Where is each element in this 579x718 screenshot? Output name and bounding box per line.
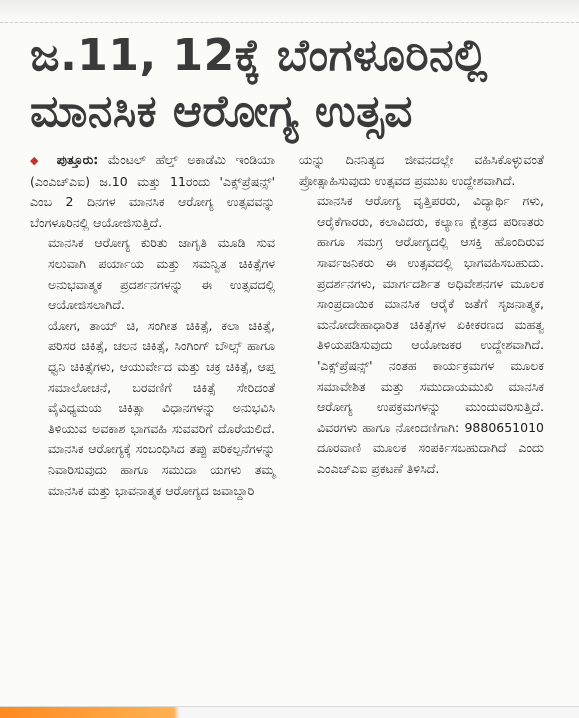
bottom-accent-bar <box>0 706 579 718</box>
paragraph-1 <box>30 150 275 233</box>
top-paper-strip <box>0 0 579 23</box>
dateline: ಪುತ್ತೂರು: <box>56 152 99 167</box>
paragraph-2: ಮಾನಸಿಕ ಆರೋಗ್ಯ ಕುರಿತು ಜಾಗೃತಿ ಮೂಡಿ ಸುವ ಸಲುವಾಗಿ ಪರ್ಯಾಯ ಮತ್ತು ಸಮನ್ವಿತ ಚಿಕಿತ್ಸೆಗಳ ಅನುಭವಾತ್ಮಕ ಪ್ರದರ್ಶನಗಳನ್ನು ಈ ಉತ್ಸವದಲ್ಲಿ ಆಯೋಜಿಸಲಾಗಿದೆ. <box>48 235 275 313</box>
headline-line-2: ಮಾನಸಿಕ ಆರೋಗ್ಯ ಉತ್ಸವ <box>30 86 413 137</box>
article-body <box>30 150 544 710</box>
paragraph-5: ಮಾನಸಿಕ ಆರೋಗ್ಯ ವೃತ್ತಿಪರರು, ವಿದ್ಯಾರ್ಥಿ ಗಳು, ಆರೈಕೆಗಾರರು, ಕಲಾವಿದರು, ಕಲ್ಯಾಣ ಕ್ಷೇತ್ರದ ಪರಿಣತರು ಹಾಗೂ ಸಮಗ್ರ ಆರೋಗ್ಯದಲ್ಲಿ ಆಸಕ್ತಿ ಹೊಂದಿರುವ ಸಾರ್ವಜನಿಕರು ಈ ಉತ್ಸವದಲ್ಲಿ ಭಾಗವಹಿಸಬಹುದು. ಪ್ರದರ್ಶನಗಳು, ಮಾರ್ಗದರ್ಶಿತ ಅಧಿವೇಶನಗಳ ಮೂಲಕ ಸಾಂಪ್ರದಾಯಿಕ ಮಾನಸಿಕ ಆರೈಕೆ ಜತೆಗೆ ಸೃಜನಾತ್ಮಕ, ಮನೋದೇಹಾಧಾರಿತ ಚಿಕಿತ್ಸೆಗಳ ಏಕೀಕರಣದ ಮಹತ್ವ ತಿಳಿಯಪಡಿಸುವುದು ಆಯೋಜಕರ ಉದ್ದೇಶವಾಗಿದೆ. 'ಎಕ್ಸ್‌ಪ್ರೆಷನ್ಸ್' ನಂತಹ ಕಾರ್ಯಕ್ರಮಗಳ ಮೂಲಕ ಸಮಾವೇಶಿತ ಮತ್ತು ಸಮುದಾಯಮುಖಿ ಮಾನಸಿಕ ಆರೋಗ್ಯ ಉಪಕ್ರಮಗಳನ್ನು ಮುಂದುವರಿಸುತ್ತಿದೆ. ವಿವರಗಳು ಹಾಗೂ ನೋಂದಣಿಗಾಗಿ: 9880651010 ದೂರವಾಣಿ ಮೂಲಕ ಸಂಪರ್ಕಿಸಬಹುದಾಗಿದೆ ಎಂದು ಎಂಎಚ್ಎಐ ಪ್ರಕಟಣೆ ತಿಳಿಸಿದೆ. <box>317 193 544 476</box>
article-headline <box>30 28 570 140</box>
article-column-2 <box>299 150 544 710</box>
bullet-marker-icon: ◆ <box>30 154 45 167</box>
paragraph-4: ಯನ್ನು ದಿನನಿತ್ಯದ ಜೀವನದಲ್ಲೇ ವಹಿಸಿಕೊಳ್ಳುವಂತೆ ಪ್ರೋತ್ಸಾಹಿಸುವುದು ಉತ್ಸವದ ಪ್ರಮುಖ ಉದ್ದೇಶವಾಗಿದೆ. <box>299 152 544 188</box>
article-column-1 <box>30 150 275 710</box>
lead-text: ಮೆಂಟಲ್ ಹೆಲ್ತ್ ಅಕಾಡೆಮಿ ಇಂಡಿಯಾ (ಎಂಎಚ್‌ಎಐ) ಜ.10 ಮತ್ತು 11ರಂದು 'ಎಕ್ಸ್‌ಪ್ರೆಷನ್ಸ್' ಎಂಬ 2 ದಿನಗಳ ಮಾನಸಿಕ ಆರೋಗ್ಯ ಉತ್ಸವವನ್ನು ಬೆಂಗಳೂರಿನಲ್ಲಿ ಆಯೋಜಿಸುತ್ತಿದೆ. <box>30 152 275 230</box>
paragraph-3: ಯೋಗ, ತಾಯ್ ಚಿ, ಸಂಗೀತ ಚಿಕಿತ್ಸೆ, ಕಲಾ ಚಿಕಿತ್ಸೆ, ಪರಿಸರ ಚಿಕಿತ್ಸೆ, ಚಲನ ಚಿಕಿತ್ಸೆ, ಸಿಂಗಿಂಗ್ ಬೌಲ್ಸ್ ಹಾಗೂ ಧ್ವನಿ ಚಿಕಿತ್ಸೆಗಳು, ಆಯುರ್ವೇದ ಮತ್ತು ಚಕ್ರ ಚಿಕಿತ್ಸೆ, ಆಪ್ತ ಸಮಾಲೋಚನೆ, ಬರವಣಿಗೆ ಚಿಕಿತ್ಸೆ ಸೇರಿದಂತೆ ವೈವಿಧ್ಯಮಯ ಚಿಕಿತ್ಸಾ ವಿಧಾನಗಳನ್ನು ಅನುಭವಿಸಿ ತಿಳಿಯುವ ಅವಕಾಶ ಭಾಗವಹಿ ಸುವವರಿಗೆ ದೊರೆಯಲಿದೆ. ಮಾನಸಿಕ ಆರೋಗ್ಯಕ್ಕೆ ಸಂಬಂಧಿಸಿದ ತಪ್ಪು ಪರಿಕಲ್ಪನೆಗಳನ್ನು ನಿವಾರಿಸುವುದು ಹಾಗೂ ಸಮುದಾ ಯಗಳು ತಮ್ಮ ಮಾನಸಿಕ ಮತ್ತು ಭಾವನಾತ್ಮಕ ಆರೋಗ್ಯದ ಜವಾಬ್ದಾರಿ <box>48 317 275 498</box>
headline-line-1: ಜ.11, 12ಕ್ಕೆ ಬೆಂಗಳೂರಿನಲ್ಲಿ <box>30 30 488 81</box>
